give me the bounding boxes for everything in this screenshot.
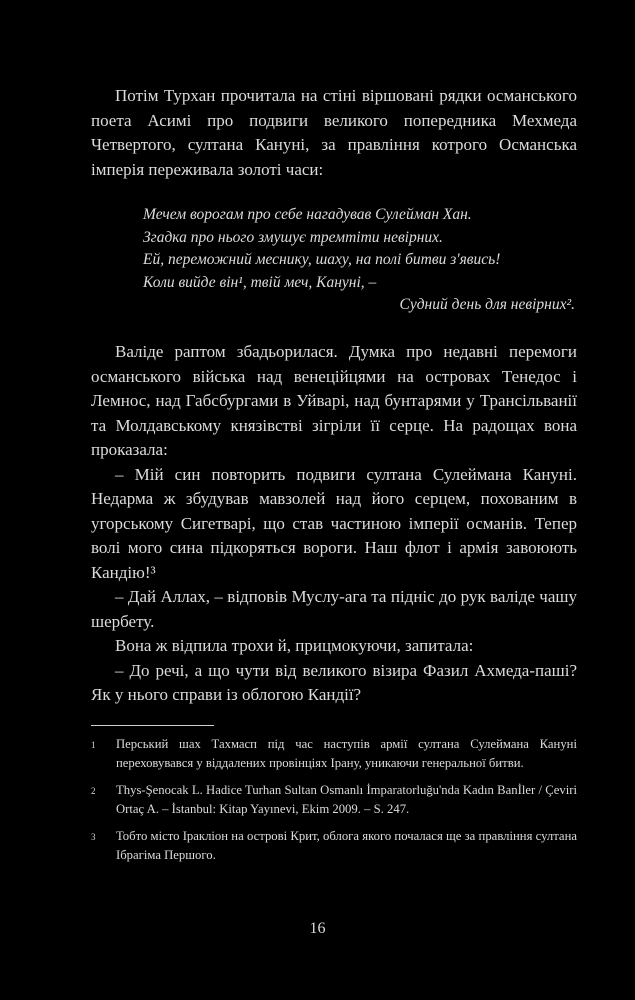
footnote-text: Перський шах Тахмасп під час наступів армії султана Сулеймана Кануні переховувався у віддалених провінціях Ірану, уникаючи генеральної битви. — [116, 737, 577, 770]
footnote-text: Thys-Şenocak L. Hadice Turhan Sultan Osmanlı İmparatorluğu'nda Kadın Banİler / Çeviri Ortaç A. – İstanbul: Kitap Yayınevi, Ekim 2009. – S. 247. — [116, 783, 577, 816]
dialogue-line: – Мій син повторить подвиги султана Сулеймана Кануні. Недарма ж збудував мавзолей над його серцем, похованим в угорському Сигетварі, що став частиною імперії османів. Тепер волі мого сина підкоряться вороги. Наш флот і армія завоюють Кандію!³ — [91, 464, 577, 582]
footnote-divider — [91, 725, 214, 726]
footnote — [91, 781, 577, 818]
dialogue-line: – До речі, а що чути від великого візира Фазил Ахмеда-паші? Як у нього справи із облогою Кандії? — [91, 660, 577, 704]
footnotes — [91, 735, 577, 873]
dialogue-line: – Дай Аллах, – відповів Муслу-ага та підніс до рук валіде чашу шербету. — [91, 587, 577, 631]
footnote — [91, 827, 577, 864]
paragraph-intro — [91, 84, 577, 182]
paragraph-text: Валіде раптом збадьорилася. Думка про недавні перемоги османського війська над венеційцями на островах Тенедос і Лемнос, над Габсбургами в Уйварі, над бунтарями у Трансільванії та Молдавському князівстві зігріли її серце. На радощах вона проказала: — [91, 342, 577, 459]
footnote-number: 3 — [91, 832, 96, 842]
poem-block — [143, 204, 575, 317]
poem-line: Згадка про нього змушує тремтіти невірних. — [143, 228, 443, 246]
poem-line: Судний день для невірних². — [399, 296, 575, 313]
poem-line: Коли вийде він¹, твій меч, Кануні, – — [143, 273, 377, 291]
footnote-number: 1 — [91, 740, 96, 750]
paragraph-text: Вона ж відпила трохи й, прицмокуючи, запитала: — [115, 636, 474, 655]
poem-line: Мечем ворогам про себе нагадував Сулейман Хан. — [143, 206, 472, 223]
page-number: 16 — [309, 920, 326, 937]
footnote — [91, 735, 577, 772]
footnote-text: Тобто місто Іракліон на острові Крит, облога якого почалася ще за правління султана Ібрагіма Першого. — [116, 829, 577, 862]
paragraph-group — [91, 340, 577, 708]
footnote-number: 2 — [91, 786, 96, 796]
poem-line: Ей, переможний меснику, шаху, на полі битви з'явись! — [143, 251, 501, 268]
paragraph-text: Потім Турхан прочитала на стіні віршовані рядки османського поета Асимі про подвиги великого попередника Мехмеда Четвертого, султана Кануні, за правління котрого Османська імперія переживала золоті часи: — [91, 86, 577, 179]
